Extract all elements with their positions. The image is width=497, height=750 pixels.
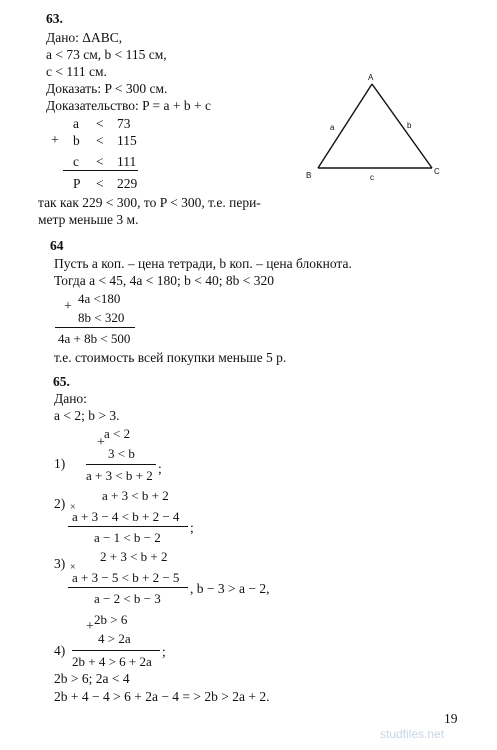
p64-conclusion: т.е. стоимость всей покупки меньше 5 р. <box>54 350 287 365</box>
col-b: b <box>73 133 80 148</box>
p63-proof: Доказательство: P = a + b + c <box>46 98 211 113</box>
p65-given: Дано: <box>54 391 87 406</box>
vertex-b-label: B <box>306 171 312 180</box>
side-b <box>372 84 432 168</box>
col-111: 111 <box>117 154 137 169</box>
col-rule <box>63 170 138 171</box>
s3-rule <box>68 587 188 588</box>
p63-conclusion-2: метр меньше 3 м. <box>38 212 139 227</box>
col-lt2: < <box>96 133 104 148</box>
p64-then: Тогда a < 45, 4a < 180; b < 40; 8b < 320 <box>54 273 275 288</box>
col-a: a <box>73 116 79 131</box>
col-lt3: < <box>96 154 104 169</box>
s2-rule <box>68 526 188 527</box>
triangle-abc-figure <box>296 70 446 186</box>
s3-result: a − 2 < b − 3 <box>94 591 161 606</box>
side-c-label: c <box>370 173 374 182</box>
s3-ineq-2: a + 3 − 5 < b + 2 − 5 <box>72 570 180 585</box>
s2-label: 2) <box>54 496 66 511</box>
p64-rule <box>55 327 135 328</box>
vertex-a-label: A <box>368 73 374 82</box>
col-P: P <box>73 176 81 191</box>
col-plus: + <box>51 133 59 148</box>
col-115: 115 <box>117 133 137 148</box>
col-c: c <box>73 154 79 169</box>
col-73: 73 <box>117 116 131 131</box>
s1-result: a + 3 < b + 2 <box>86 468 153 483</box>
s4-plus: + <box>86 619 94 634</box>
vertex-c-label: C <box>434 167 440 176</box>
p65-final-1: 2b > 6; 2a < 4 <box>54 671 130 686</box>
s2-tail: ; <box>190 520 194 535</box>
side-a <box>318 84 372 168</box>
heading-63: 63. <box>46 11 63 26</box>
s1-rule <box>86 464 156 465</box>
s4-rule <box>72 650 160 651</box>
p63-given-c: c < 111 см. <box>46 64 107 79</box>
s4-ineq-1: 2b > 6 <box>94 612 128 627</box>
p64-ineq-2: 8b < 320 <box>78 310 125 325</box>
s1-plus: + <box>97 435 105 450</box>
p63-given: Дано: ΔABC, <box>46 30 123 45</box>
p64-ineq-1: 4a <180 <box>78 291 121 306</box>
col-lt1: < <box>96 116 104 131</box>
s1-ineq-2: 3 < b <box>108 446 135 461</box>
s3-tail: , b − 3 > a − 2, <box>190 581 270 596</box>
p64-sum: 4a + 8b < 500 <box>58 331 131 346</box>
page-number: 19 <box>444 711 458 726</box>
side-a-label: a <box>330 123 335 132</box>
s3-times: × <box>70 562 76 573</box>
col-lt4: < <box>96 176 104 191</box>
p63-conclusion-1: так как 229 < 300, то P < 300, т.е. пери- <box>38 195 261 210</box>
s2-times: × <box>70 502 76 513</box>
p63-prove: Доказать: P < 300 см. <box>46 81 168 96</box>
s1-ineq-1: a < 2 <box>104 426 131 441</box>
s2-ineq-2: a + 3 − 4 < b + 2 − 4 <box>72 509 180 524</box>
p63-given-ab: a < 73 см, b < 115 см, <box>46 47 167 62</box>
s4-result: 2b + 4 > 6 + 2a <box>72 654 152 669</box>
p65-given-values: a < 2; b > 3. <box>54 408 120 423</box>
s3-label: 3) <box>54 556 66 571</box>
s3-ineq-1: 2 + 3 < b + 2 <box>100 549 168 564</box>
s2-ineq-1: a + 3 < b + 2 <box>102 488 169 503</box>
s4-tail: ; <box>162 644 166 659</box>
heading-65: 65. <box>53 374 70 389</box>
s4-ineq-2: 4 > 2a <box>98 631 131 646</box>
watermark: studfiles.net <box>380 727 445 741</box>
s1-label: 1) <box>54 456 66 471</box>
s4-label: 4) <box>54 643 66 658</box>
p64-let: Пусть a коп. – цена тетради, b коп. – цена блокнота. <box>54 256 352 271</box>
s2-result: a − 1 < b − 2 <box>94 530 161 545</box>
p65-final-2: 2b + 4 − 4 > 6 + 2a − 4 = > 2b > 2a + 2. <box>54 689 270 704</box>
p64-plus: + <box>64 299 72 314</box>
col-229: 229 <box>117 176 138 191</box>
heading-64: 64 <box>50 238 64 253</box>
s1-tail: ; <box>158 461 162 476</box>
side-b-label: b <box>407 121 412 130</box>
